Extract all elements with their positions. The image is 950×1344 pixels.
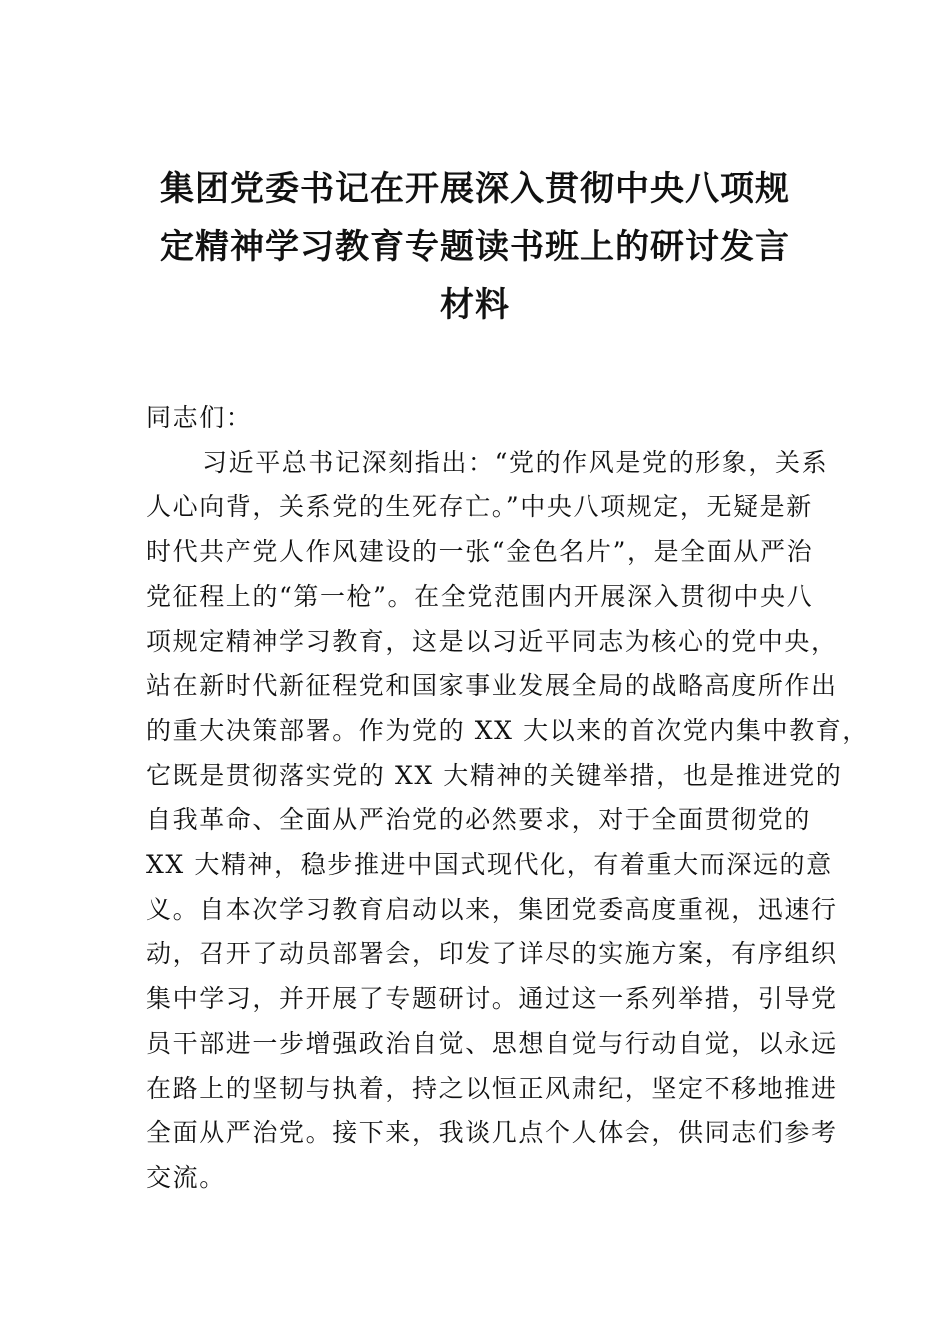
- paragraph-line: 站在新时代新征程党和国家事业发展全局的战略高度所作出: [146, 671, 838, 701]
- title-line-3: 材料: [440, 285, 510, 325]
- paragraph-line: 集中学习，并开展了专题研讨。通过这一系列举措，引导党: [146, 984, 838, 1014]
- paragraph-line: 动，召开了动员部署会，印发了详尽的实施方案，有序组织: [146, 939, 838, 969]
- document-title: [120, 160, 830, 334]
- paragraph-line: 时代共产党人作风建设的一张“金色名片”，是全面从严治: [146, 537, 814, 567]
- paragraph-line: 习近平总书记深刻指出：“党的作风是党的形象，关系: [202, 447, 829, 477]
- paragraph-line: 党征程上的“第一枪”。在全党范围内开展深入贯彻中央八: [146, 581, 814, 611]
- paragraph-line: 义。自本次学习教育启动以来，集团党委高度重视，迅速行: [146, 894, 838, 924]
- title-line-1: 集团党委书记在开展深入贯彻中央八项规: [160, 169, 790, 209]
- paragraph-line: 项规定精神学习教育，这是以习近平同志为核心的党中央，: [146, 626, 838, 656]
- paragraph-line: 的重大决策部署。作为党的 XX 大以来的首次党内集中教育，: [146, 715, 869, 745]
- title-line-2: 定精神学习教育专题读书班上的研讨发言: [160, 227, 790, 267]
- paragraph-line: 员干部进一步增强政治自觉、思想自觉与行动自觉，以永远: [146, 1028, 838, 1058]
- paragraph-line: 交流。: [146, 1162, 226, 1192]
- paragraph-line: 在路上的坚韧与执着，持之以恒正风肃纪，坚定不移地推进: [146, 1073, 838, 1103]
- paragraph-line: 自我革命、全面从严治党的必然要求，对于全面贯彻党的: [146, 805, 812, 835]
- paragraph-line: 人心向背，关系党的生死存亡。”中央八项规定，无疑是新: [146, 492, 813, 522]
- paragraph-line: 全面从严治党。接下来，我谈几点个人体会，供同志们参考: [146, 1118, 838, 1148]
- opening-paragraph: [146, 441, 869, 1201]
- document-body: [146, 396, 869, 1201]
- paragraph-line: XX 大精神，稳步推进中国式现代化，有着重大而深远的意: [146, 850, 833, 880]
- paragraph-line: 它既是贯彻落实党的 XX 大精神的关键举措，也是推进党的: [146, 760, 843, 790]
- salutation: 同志们：: [146, 403, 253, 432]
